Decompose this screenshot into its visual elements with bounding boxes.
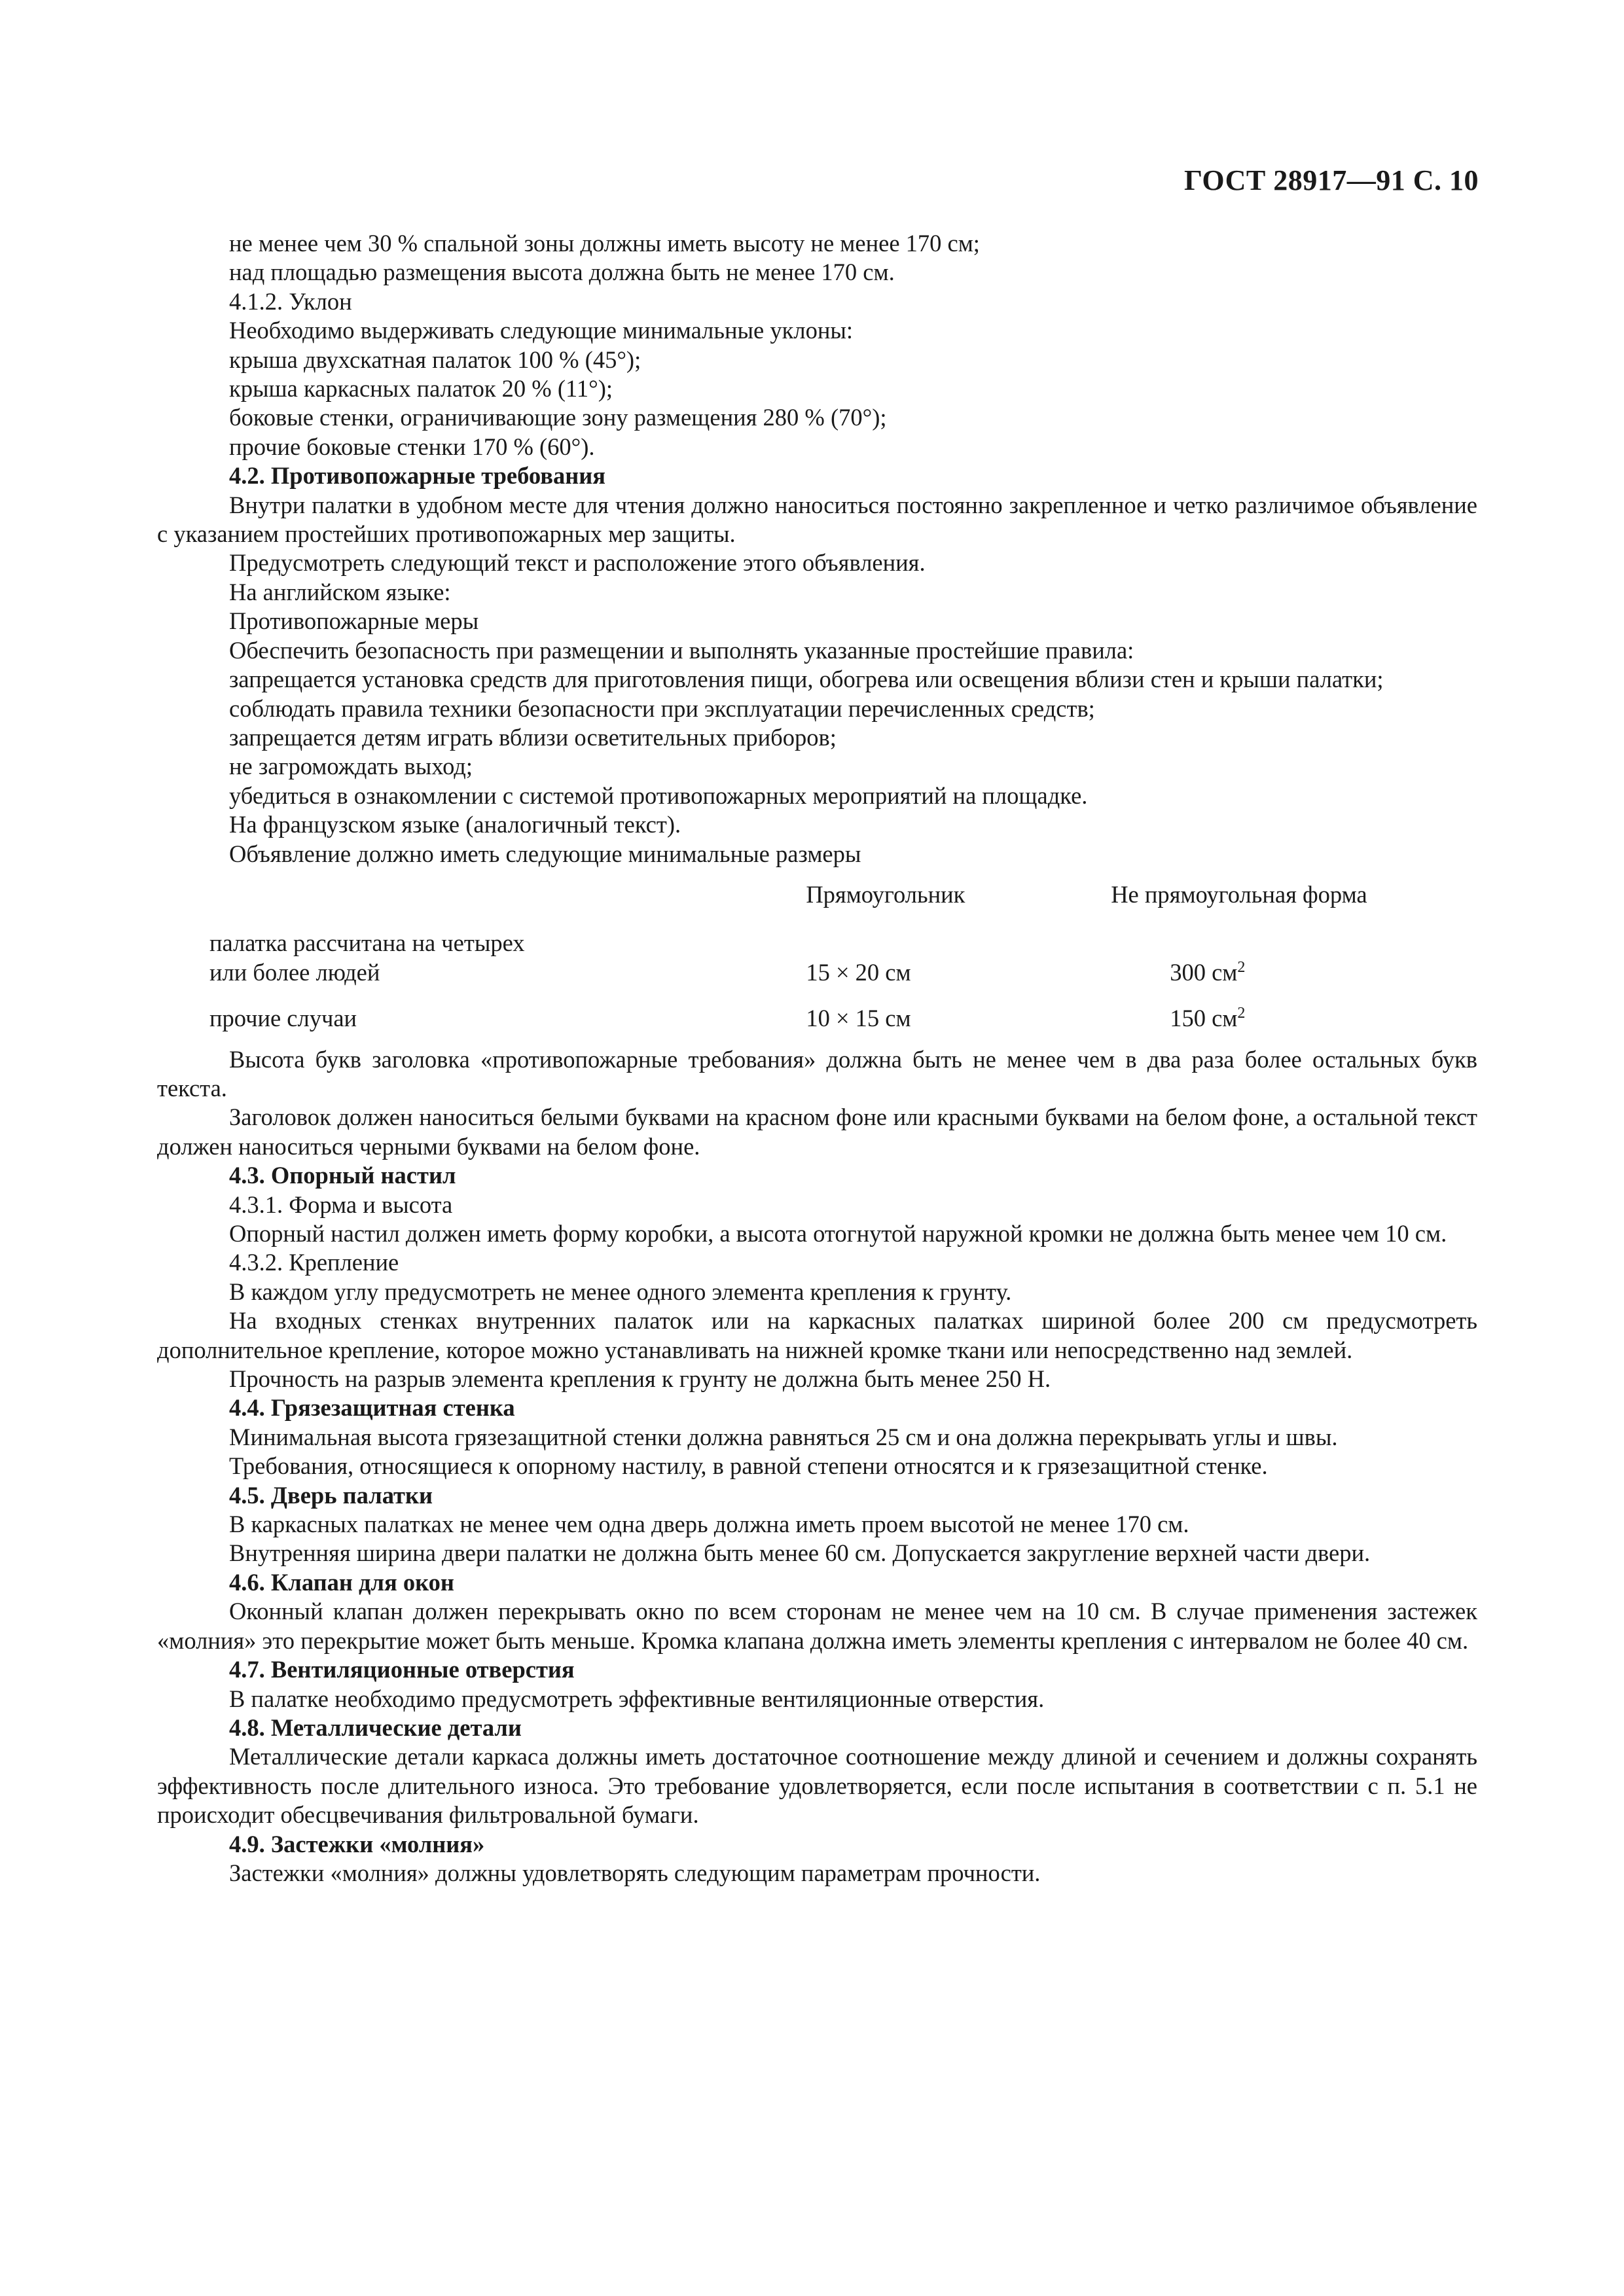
paragraph: Требования, относящиеся к опорному настилу, в равной степени относятся и к грязезащитной стенке. (229, 1452, 1268, 1480)
paragraph: Прочность на разрыв элемента крепления к грунту не должна быть менее 250 Н. (229, 1365, 1051, 1393)
paragraph: Объявление должно иметь следующие минимальные размеры (229, 840, 861, 867)
paragraph: Опорный настил должен иметь форму коробки, а высота отогнутой наружной кромки не должна быть менее чем 10 см. (229, 1220, 1447, 1247)
table-cell (1111, 987, 1477, 1033)
text-line: боковые стенки, ограничивающие зону размещения 280 % (70°); (229, 404, 887, 431)
paragraph: Обеспечить безопасность при размещении и выполнять указанные простейшие правила: (229, 636, 1134, 664)
page-content (157, 229, 1477, 1888)
text-line: не менее чем 30 % спальной зоны должны иметь высоту не менее 170 см; (229, 230, 980, 257)
cell-value: 150 см (1170, 1005, 1238, 1032)
paragraph: Внутри палатки в удобном месте для чтения должно наноситься постоянно закрепленное и четко различимое объявление с указанием простейших противопожарных мер защиты. (157, 491, 1477, 548)
section-heading: 4.5. Дверь палатки (229, 1481, 433, 1509)
paragraph: На английском языке: (229, 578, 451, 605)
table-cell (1111, 929, 1477, 987)
table-header-rect: Прямоугольник (806, 880, 965, 908)
text-line: над площадью размещения высота должна быть не менее 170 см. (229, 259, 895, 286)
subsection-title: 4.3.1. Форма и высота (229, 1191, 453, 1218)
paragraph: Предусмотреть следующий текст и расположение этого объявления. (229, 549, 926, 577)
paragraph: Противопожарные меры (229, 607, 479, 635)
table-cell: прочие случаи (209, 1005, 357, 1032)
paragraph: На французском языке (аналогичный текст). (229, 811, 681, 838)
table-header-nonrect: Не прямоугольная форма (1111, 880, 1367, 908)
text-line: крыша каркасных палаток 20 % (11°); (229, 375, 613, 403)
paragraph: Заголовок должен наноситься белыми буквами на красном фоне или красными буквами на белом фоне, а остальной текст должен наноситься черными буквами на белом фоне. (157, 1103, 1477, 1160)
table-header-row (157, 880, 1477, 929)
size-table (157, 880, 1477, 1033)
paragraph: Оконный клапан должен перекрывать окно по всем сторонам не менее чем на 10 см. В случае применения застежек «молния» это перекрытие может быть меньше. Кромка клапана должна иметь элементы крепления с интервалом не более 40 см. (157, 1598, 1477, 1654)
section-heading: 4.9. Застежки «молния» (229, 1830, 485, 1857)
paragraph: Высота букв заголовка «противопожарные требования» должна быть не менее чем в два раза более остальных букв текста. (157, 1045, 1477, 1102)
cell-value: 300 см (1170, 958, 1238, 986)
paragraph: не загромождать выход; (229, 753, 473, 780)
page-header: ГОСТ 28917—91 С. 10 (1183, 164, 1479, 196)
section-heading: 4.2. Противопожарные требования (229, 462, 605, 490)
paragraph: запрещается установка средств для приготовления пищи, обогрева или освещения вблизи стен и крыши палатки; (229, 666, 1384, 693)
paragraph: Металлические детали каркаса должны иметь достаточное соотношение между длиной и сечением и должны сохранять эффективность после длительного износа. Это требование удовлетворяется, если после испытания в соответствии с п. 5.1 не происходит обесцвечивания фильтровальной бумаги. (157, 1743, 1477, 1829)
subsection-title: 4.3.2. Крепление (229, 1249, 399, 1276)
text-line: крыша двухскатная палаток 100 % (45°); (229, 346, 641, 373)
text-line: Необходимо выдерживать следующие минимальные уклоны: (229, 317, 854, 344)
paragraph: Внутренняя ширина двери палатки не должна быть менее 60 см. Допускается закругление верхней части двери. (229, 1539, 1371, 1567)
paragraph: соблюдать правила техники безопасности при эксплуатации перечисленных средств; (229, 694, 1095, 722)
paragraph: запрещается детям играть вблизи осветительных приборов; (229, 723, 837, 751)
row-label: палатка рассчитана на четырех (209, 929, 525, 957)
paragraph: В каждом углу предусмотреть не менее одного элемента крепления к грунту. (229, 1278, 1012, 1305)
paragraph: На входных стенках внутренних палаток или на каркасных палатках шириной более 200 см предусмотреть дополнительное крепление, которое можно устанавливать на нижней кромке ткани или непосредственно над землей. (157, 1307, 1477, 1363)
table-row (157, 987, 1477, 1033)
row-label: или более людей (209, 958, 380, 986)
section-heading: 4.6. Клапан для окон (229, 1568, 454, 1596)
paragraph: В каркасных палатках не менее чем одна дверь должна иметь проем высотой не менее 170 см. (229, 1511, 1189, 1538)
section-heading: 4.8. Металлические детали (229, 1713, 522, 1741)
paragraph: Застежки «молния» должны удовлетворять следующим параметрам прочности. (229, 1859, 1041, 1886)
section-heading: 4.3. Опорный настил (229, 1162, 456, 1189)
table-row (157, 929, 1477, 987)
subsection-title: 4.1.2. Уклон (229, 287, 352, 315)
superscript: 2 (1237, 958, 1246, 976)
section-heading: 4.7. Вентиляционные отверстия (229, 1656, 575, 1683)
section-heading: 4.4. Грязезащитная стенка (229, 1394, 515, 1422)
table-cell: 15 × 20 см (806, 958, 911, 986)
text-line: прочие боковые стенки 170 % (60°). (229, 433, 595, 460)
table-cell (157, 929, 701, 987)
paragraph: В палатке необходимо предусмотреть эффективные вентиляционные отверстия. (229, 1685, 1045, 1712)
table-cell: 10 × 15 см (806, 1005, 911, 1032)
paragraph: убедиться в ознакомлении с системой противопожарных мероприятий на площадке. (229, 781, 1088, 809)
paragraph: Минимальная высота грязезащитной стенки должна равняться 25 см и она должна перекрывать углы и швы. (229, 1423, 1338, 1450)
table-cell (157, 880, 701, 929)
superscript: 2 (1237, 1005, 1246, 1022)
